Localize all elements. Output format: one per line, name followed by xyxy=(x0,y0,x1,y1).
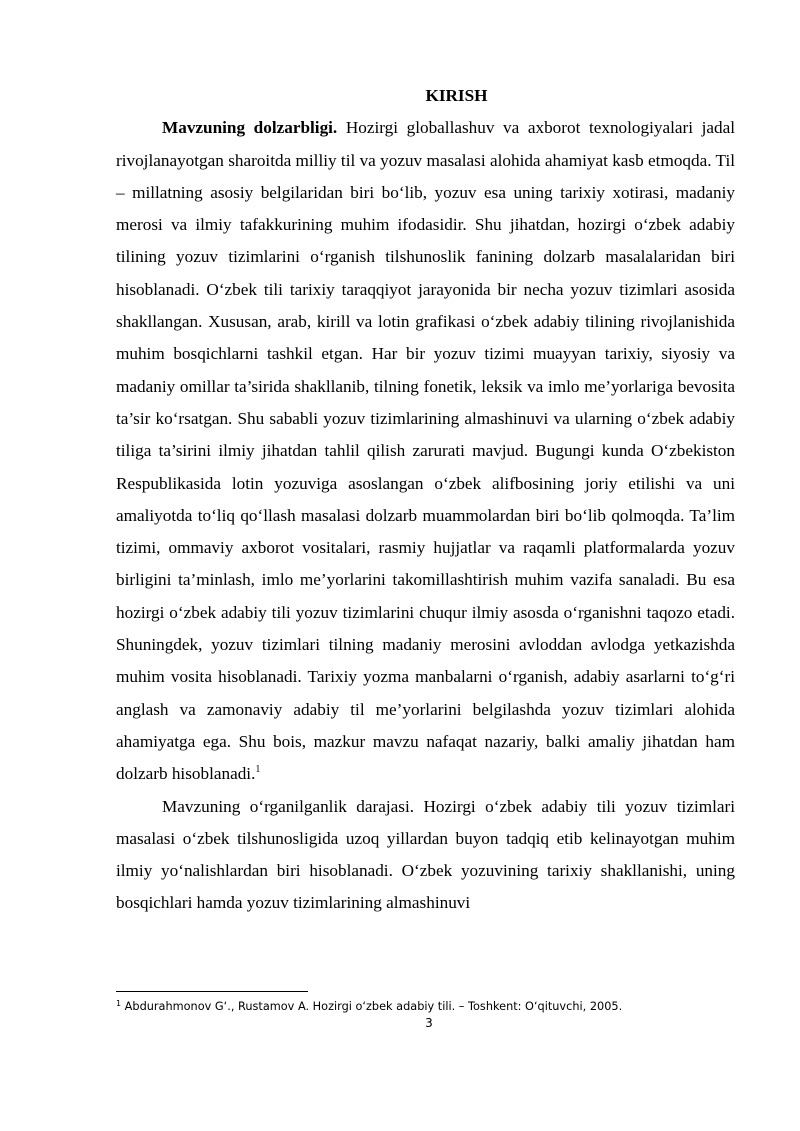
body-text xyxy=(116,80,735,920)
footnote-text: Abdurahmonov G‘., Rustamov A. Hozirgi o‘zbek adabiy tili. – Toshkent: O‘qituvchi, 2005. xyxy=(121,1000,623,1013)
footnote-number: 1 xyxy=(116,999,122,1008)
section-heading: KIRISH xyxy=(425,86,488,105)
footnote-reference[interactable]: 1 xyxy=(255,764,261,776)
paragraph-relevance xyxy=(116,112,735,790)
paragraph-lead: Mavzuning dolzarbligi. xyxy=(162,118,338,138)
paragraph-study-level xyxy=(116,791,735,920)
footnote-separator xyxy=(116,991,308,992)
paragraph-text: Hozirgi globallashuv va axborot texnologiyalari jadal rivojlanayotgan sharoitda milliy til va yozuv masalasi alohida ahamiyat kasb etmoqda. Til – millatning asosiy belgilaridan biri bo‘lib, yozuv esa uning tarixiy xotirasi, madaniy merosi va ilmiy tafakkurining muhim ifodasidir. Shu jihatdan, hozirgi o‘zbek adabiy tilining yozuv tizimlarini o‘rganish tilshunoslik fanining dolzarb masalalaridan biri hisoblanadi. O‘zbek tili tarixiy taraqqiyot jarayonida bir necha yozuv tizimlari asosida shakllangan. Xususan, arab, kirill va lotin grafikasi o‘zbek adabiy tilining rivojlanishida muhim bosqichlarni tashkil etgan. Har bir yozuv tizimi muayyan tarixiy, siyosiy va madaniy omillar ta’sirida shakllanib, tilning fonetik, leksik va imlo me’yorlariga bevosita ta’sir ko‘rsatgan. Shu sababli yozuv tizimlarining almashinuvi va ularning o‘zbek adabiy tiliga ta’sirini ilmiy jihatdan tahlil qilish zarurati mavjud. Bugungi kunda O‘zbekiston Respublikasida lotin yozuviga asoslangan o‘zbek alifbosining joriy etilishi va uni amaliyotda to‘liq qo‘llash masalasi dolzarb muammolardan biri bo‘lib qolmoqda. Ta’lim tizimi, ommaviy axborot vositalari, rasmiy hujjatlar va raqamli platformalarda yozuv birligini ta’minlash, imlo me’yorlarini takomillashtirish muhim vazifa sanaladi. Bu esa hozirgi o‘zbek adabiy tili yozuv tizimlarini chuqur ilmiy asosda o‘rganishni taqozo etadi. Shuningdek, yozuv tizimlari tilning madaniy merosini avloddan avlodga yetkazishda muhim vosita hisoblanadi. Tarixiy yozma manbalarni o‘rganish, adabiy asarlarni to‘g‘ri anglash va zamonaviy adabiy til me’yorlarini belgilashda yozuv tizimlari alohida ahamiyatga ega. Shu bois, mazkur mavzu nafaqat nazariy, balki amaliy jihatdan ham dolzarb hisoblanadi. xyxy=(116,118,735,784)
page-number: 3 xyxy=(425,1016,433,1030)
footnote xyxy=(116,1000,756,1014)
paragraph-text: Mavzuning o‘rganilganlik darajasi. Hozirgi o‘zbek adabiy tili yozuv tizimlari masalasi o‘zbek tilshunosligida uzoq yillardan buyon tadqiq etib kelinayotgan muhim ilmiy yo‘nalishlardan biri hisoblanadi. O‘zbek yozuvining tarixiy shakllanishi, uning bosqichlari hamda yozuv tizimlarining almashinuvi xyxy=(116,796,735,913)
